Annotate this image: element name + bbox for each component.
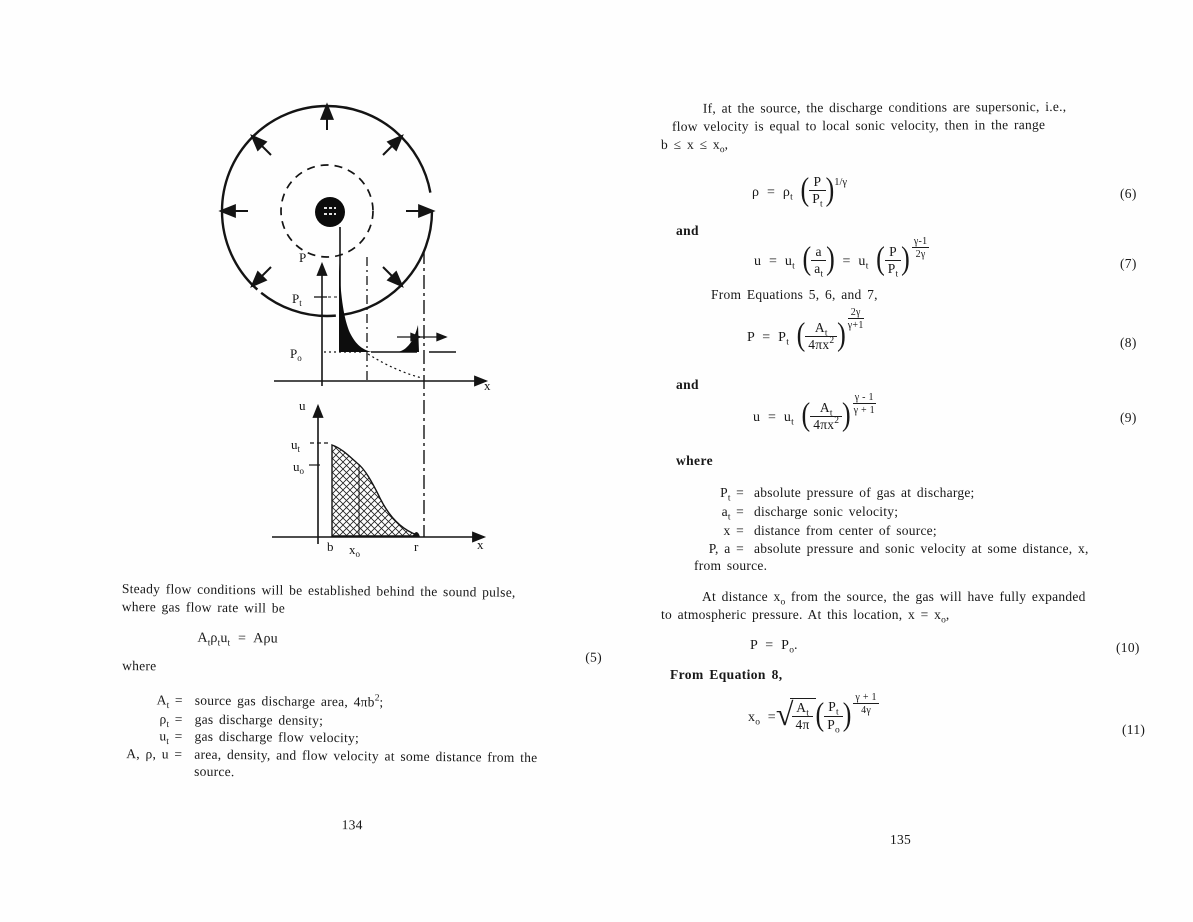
definition-text: area, density, and flow velocity at some distance from the: [194, 746, 538, 766]
label-r: r: [414, 539, 419, 554]
pressure-graph: [274, 250, 491, 393]
from-equation-8-label: From Equation 8,: [670, 667, 783, 682]
equation-7-number: (7): [1120, 256, 1137, 271]
equation-6-number: (6): [1120, 186, 1137, 201]
definition-symbol: $u_t$ =: [159, 728, 183, 747]
sound-pulse-spike: [398, 325, 419, 352]
definition-row: [59, 691, 384, 710]
equation-9-lhs: $u = u_t$: [753, 410, 794, 428]
equation-7: $u = u_t$ ( $\frac{a}{a_t}$ ) = $u_t$ ( $\frac{P}{P_t}$ ) $\frac{\gamma-1}{2\gamma}$: [754, 235, 928, 280]
paragraph-line: Steady flow conditions will be established behind the sound pulse,: [121, 581, 516, 600]
label-Pt: $P_t$: [292, 291, 302, 308]
equation-11-number: (11): [1122, 722, 1146, 737]
label-x-velocity: x: [477, 537, 484, 552]
definition-text: gas discharge density;: [194, 711, 324, 728]
definition-text: absolute pressure of gas at discharge;: [754, 485, 975, 500]
equation-7-mid: = $u_t$: [842, 254, 869, 272]
definition-symbol: x =: [723, 523, 744, 538]
paragraph-line: where gas flow rate will be: [121, 599, 286, 616]
definition-text: gas discharge flow velocity;: [194, 728, 360, 746]
definition-row: [58, 745, 537, 766]
equation-9-number: (9): [1120, 410, 1137, 425]
definition-symbol: $P_t$ =: [720, 485, 744, 504]
equation-7-lhs: $u = u_t$: [754, 254, 795, 272]
definition-symbol: A, ρ, u =: [126, 746, 183, 762]
equation-11-lhs: $x_o$ =: [748, 710, 776, 728]
definition-row: [59, 710, 324, 729]
definition-row: [650, 485, 975, 504]
definition-row: [650, 523, 937, 539]
radial-arrows: [221, 105, 433, 286]
definition-row: [650, 504, 899, 523]
equation-11: $x_o$ =√ $\frac{A_t}{4\pi}$ ( $\frac{P_t}{P_o}$ ) $\frac{\gamma + 1}{4\gamma}$: [748, 691, 877, 735]
page-number-right: 135: [890, 832, 911, 847]
definition-symbol: P, a =: [708, 541, 744, 556]
equation-6: $\rho = \rho_t$ ( $\frac{P}{P_t}$ )$^{1/\gamma}$: [752, 170, 848, 210]
equation-9: $u = u_t$ ( $\frac{A_t}{4\pi x^2}$ ) $\frac{\gamma - 1}{\gamma + 1}$: [753, 391, 875, 433]
velocity-graph: [272, 398, 484, 559]
definition-row: [650, 541, 1089, 557]
definition-text: source gas discharge area, $4\pi b^2$;: [194, 692, 384, 710]
equation-8-number: (8): [1120, 335, 1137, 350]
definition-text-wrap: source.: [194, 763, 235, 780]
equation-8-lhs: $P = P_t$: [747, 330, 789, 348]
definition-symbol: $A_t$ =: [156, 692, 183, 711]
paragraph-line: At distance $x_o$ from the source, the gas will have fully expanded: [702, 589, 1086, 608]
where-label: where: [676, 453, 713, 468]
right-page-paragraph1: [0, 0, 1192, 156]
label-xo: $x_o$: [349, 542, 360, 559]
equation-5: $A_t\rho_tu_t = A\rho u$: [197, 630, 279, 649]
definition-text: absolute pressure and sonic velocity at some distance, x,: [754, 541, 1089, 556]
definition-text: distance from center of source;: [754, 523, 937, 538]
definition-row: [58, 727, 359, 746]
definition-symbol: $a_t$ =: [721, 504, 744, 523]
definition-symbol: $\rho_t$ =: [159, 711, 183, 730]
source-dot: [315, 197, 345, 227]
equation-6-lhs: $\rho = \rho_t$: [752, 185, 793, 203]
paragraph-line: to atmospheric pressure. At this location, $x = x_o$,: [661, 607, 950, 626]
from-equations-label: From Equations 5, 6, and 7,: [711, 287, 878, 302]
and-label: and: [676, 377, 699, 392]
and-label: and: [676, 223, 699, 238]
radical-sign: √: [775, 696, 794, 732]
paragraph-line: If, at the source, the discharge conditions are supersonic, i.e.,: [702, 98, 1067, 116]
equation-8: $P = P_t$ ( $\frac{A_t}{4\pi x^2}$ ) $\frac{2\gamma}{\gamma+1}$: [747, 306, 864, 353]
label-Po: $P_o$: [290, 346, 302, 363]
definition-text-wrap: from source.: [694, 558, 768, 573]
equation-5-number: (5): [585, 649, 603, 665]
label-b: b: [327, 539, 334, 554]
paragraph-line: flow velocity is equal to local sonic velocity, then in the range: [671, 116, 1046, 134]
definition-text: discharge sonic velocity;: [754, 504, 899, 519]
label-x-pressure: x: [484, 378, 491, 393]
label-P: P: [299, 250, 307, 265]
label-ut: $u_t$: [291, 437, 301, 454]
label-uo: $u_o$: [293, 459, 304, 476]
figure-sound-pulse-diagram: [170, 88, 520, 566]
paragraph-line: $b \le x \le x_o$,: [660, 136, 729, 156]
velocity-decay-hatched: [332, 445, 417, 536]
where-label: where: [122, 658, 157, 674]
page-number-left: 134: [341, 817, 363, 833]
equation-10-number: (10): [1116, 640, 1140, 655]
label-u: u: [299, 398, 306, 413]
equation-10: $P = P_o$.: [750, 638, 798, 656]
